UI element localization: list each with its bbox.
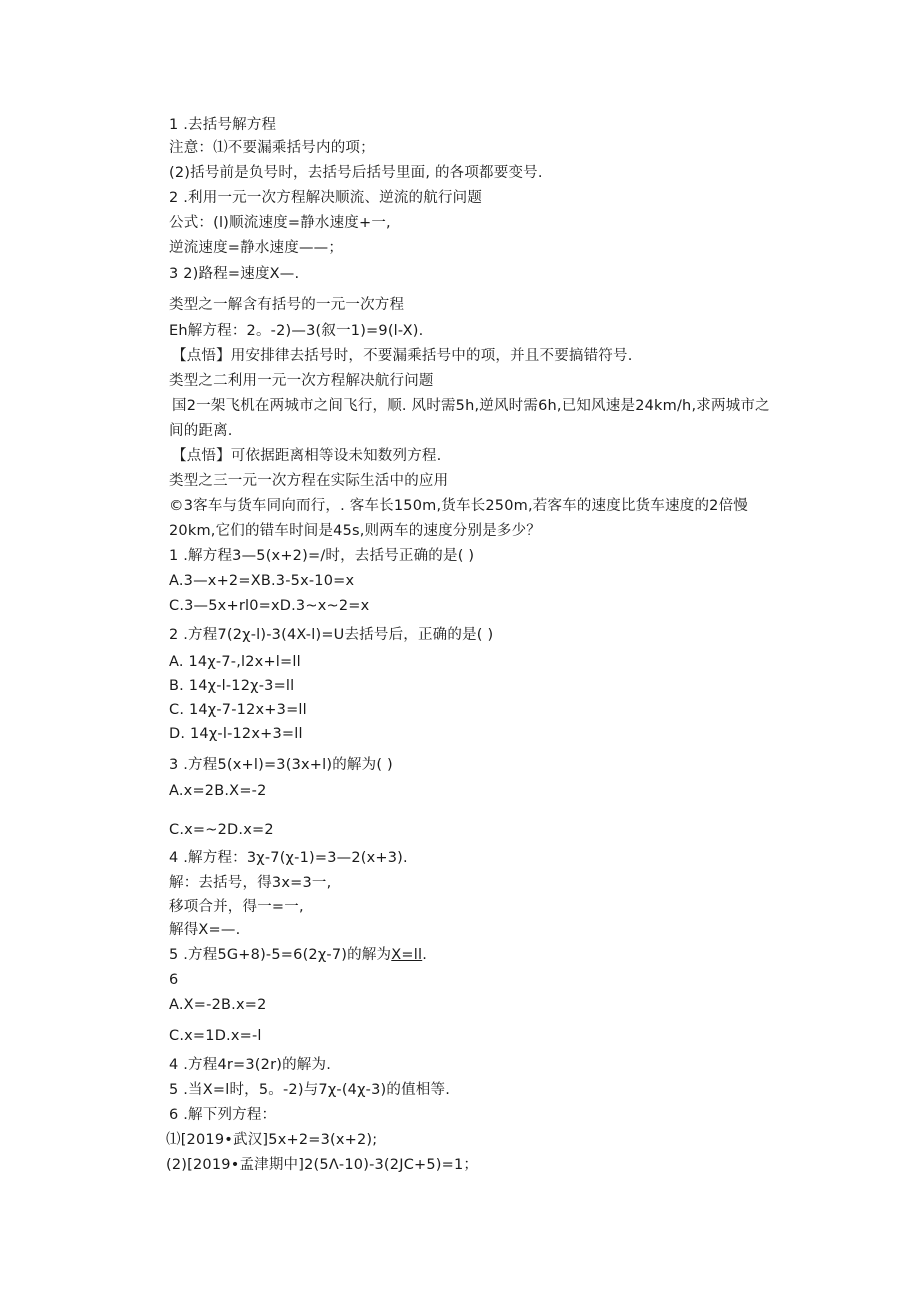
example-line: 国2一架飞机在两城市之间飞行，顺. 风时需5h,逆风时需6h,已知风速是24km/h,求两城市之 (172, 398, 770, 414)
tip-line: 【点悟】用安排律去括号时，不要漏乘括号中的项，并且不要搞错符号. (172, 348, 633, 364)
type-heading-1: 类型之一解含有括号的一元一次方程 (169, 297, 405, 313)
example-line: Eh解方程：2。-2)—3(叙一1)=9(l-X). (169, 323, 424, 339)
exercise-option: A.3—x+2=XB.3-5x-10=x (169, 573, 355, 589)
answer-underlined: X=ll (391, 947, 423, 963)
formula-line: 逆流速度=静水速度——； (169, 240, 344, 256)
solution-line: 解得X=—. (169, 922, 241, 938)
formula-line: 公式：(l)顺流速度=静水速度+一, (169, 215, 391, 231)
exercise-subquestion: (2)[2019•孟津期中]2(5Λ-10)-3(2JC+5)=1； (166, 1157, 479, 1173)
note-line: 注意：⑴不要漏乘括号内的项； (169, 140, 375, 156)
exercise-question: 2 .方程7(2χ-l)-3(4X-l)=U去括号后，正确的是( ) (169, 627, 494, 643)
example-line: 间的距离. (169, 423, 233, 439)
exercise-option: A.X=-2B.x=2 (169, 997, 267, 1013)
exercise-option: A. 14χ-7-,l2x+l=ll (169, 654, 301, 670)
exercise-option: C.x=1D.x=-l (169, 1028, 262, 1044)
type-heading-3: 类型之三一元一次方程在实际生活中的应用 (169, 473, 449, 489)
exercise-question: 4 .解方程：3χ-7(χ-1)=3—2(x+3). (169, 850, 408, 866)
exercise-option: B. 14χ-l-12χ-3=ll (169, 678, 295, 694)
example-line: ©3客车与货车同向而行，. 客车长150m,货车长250m,若客车的速度比货车速度的2倍慢 (169, 498, 748, 514)
exercise-option: C. 14χ-7-12x+3=ll (169, 702, 307, 718)
exercise-option: C.x=~2D.x=2 (169, 822, 274, 838)
exercise-question: 5 .当X=l时，5。-2)与7χ-(4χ-3)的值相等. (169, 1082, 451, 1098)
exercise-question: 1 .解方程3—5(x+2)=/时，去括号正确的是( ) (169, 548, 475, 564)
section-heading-2: 2 .利用一元一次方程解决顺流、逆流的航行问题 (169, 190, 483, 206)
exercise-question (169, 945, 427, 965)
section-heading-1: 1 .去括号解方程 (169, 117, 277, 133)
exercise-number: 6 (169, 972, 179, 988)
solution-line: 解：去括号，得3x=3一, (169, 875, 332, 891)
exercise-option: A.x=2B.X=-2 (169, 783, 267, 799)
exercise-question: 6 .解下列方程： (169, 1107, 277, 1123)
exercise-option: C.3—5x+rl0=xD.3~x~2=x (169, 598, 370, 614)
note-line: (2)括号前是负号时，去括号后括号里面, 的各项都要变号. (169, 165, 543, 181)
solution-line: 移项合并，得一=一, (169, 899, 304, 915)
type-heading-2: 类型之二利用一元一次方程解决航行问题 (169, 373, 434, 389)
example-line: 20km,它们的错车时间是45s,则两车的速度分别是多少？ (169, 523, 541, 539)
exercise-question: 3 .方程5(x+l)=3(3x+l)的解为( ) (169, 757, 393, 773)
question-end: . (422, 947, 428, 963)
tip-line: 【点悟】可依据距离相等设未知数列方程. (172, 448, 442, 464)
exercise-question: 4 .方程4r=3(2r)的解为. (169, 1057, 332, 1073)
exercise-option: D. 14χ-l-12x+3=ll (169, 726, 303, 742)
question-text: 5 .方程5G+8)-5=6(2χ-7)的解为 (169, 947, 392, 963)
exercise-subquestion: ⑴[2019•武汉]5x+2=3(x+2); (166, 1132, 378, 1148)
formula-line: 3 2)路程=速度X—. (169, 266, 300, 282)
